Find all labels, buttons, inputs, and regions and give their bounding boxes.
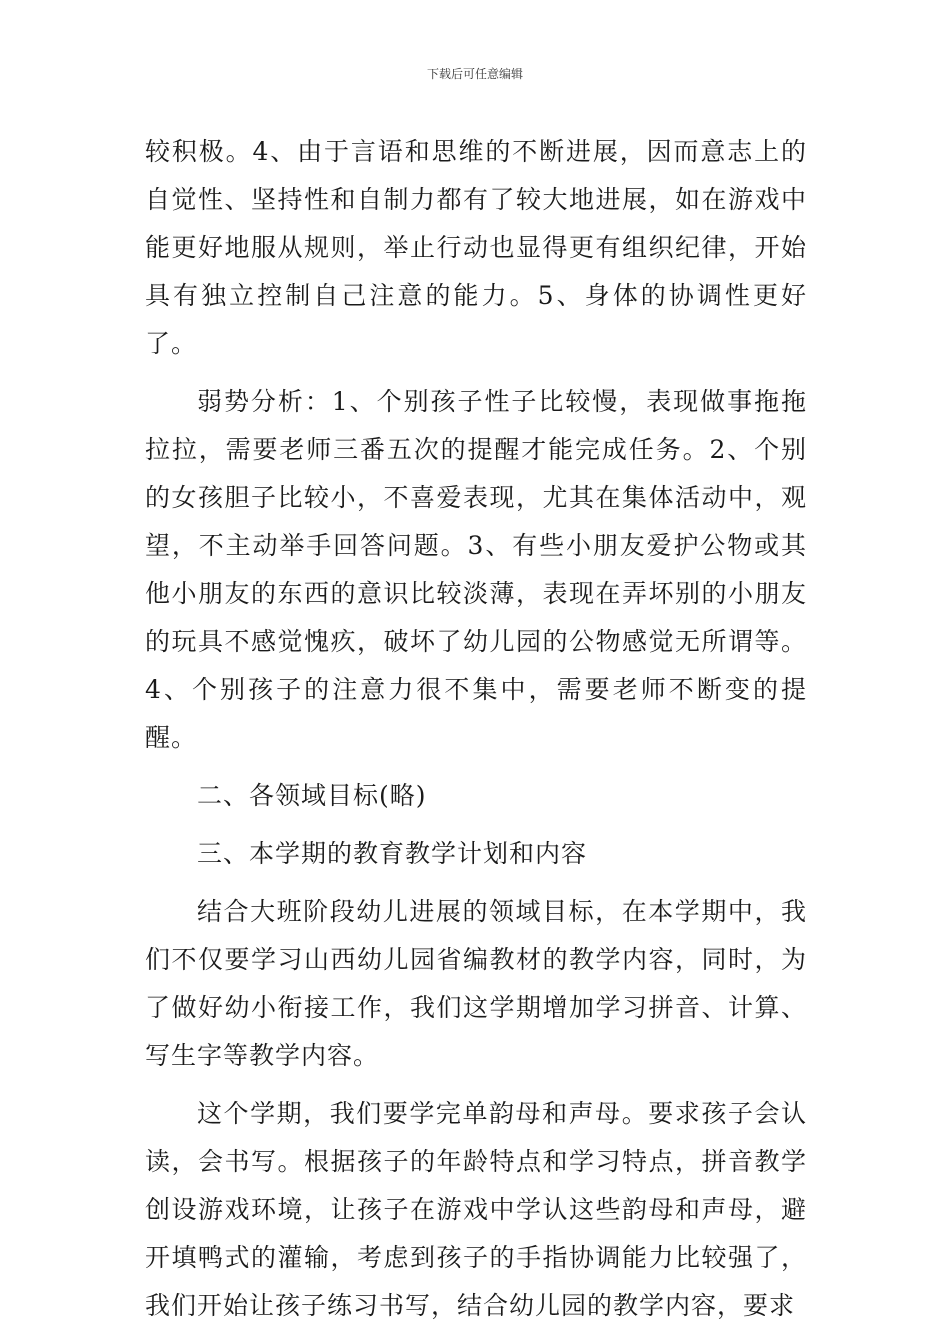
paragraph-continuation: 较积极。4、由于言语和思维的不断进展，因而意志上的自觉性、坚持性和自制力都有了较大地进展，如在游戏中能更好地服从规则，举止行动也显得更有组织纪律，开始具有独立控制自己注意的能力。5、身体的协调性更好了。 xyxy=(145,137,807,358)
section-heading-teaching-plan: 三、本学期的教育教学计划和内容 xyxy=(197,839,588,868)
paragraph-pinyin-teaching: 这个学期，我们要学完单韵母和声母。要求孩子会认读，会书写。根据孩子的年龄特点和学习特点，拼音教学创设游戏环境，让孩子在游戏中学认这些韵母和声母，避开填鸭式的灌输，考虑到孩子的手指协调能力比较强了，我们开始让孩子练习书写，结合幼儿园的教学内容，要求 xyxy=(145,1099,807,1320)
document-body xyxy=(145,128,807,1340)
paragraph-teaching-plan: 结合大班阶段幼儿进展的领域目标，在本学期中，我们不仅要学习山西幼儿园省编教材的教学内容，同时，为了做好幼小衔接工作，我们这学期增加学习拼音、计算、写生字等教学内容。 xyxy=(145,897,807,1070)
paragraph-weakness-analysis: 弱势分析：1、个别孩子性子比较慢，表现做事拖拖拉拉，需要老师三番五次的提醒才能完成任务。2、个别的女孩胆子比较小，不喜爱表现，尤其在集体活动中，观望，不主动举手回答问题。3、有些小朋友爱护公物或其他小朋友的东西的意识比较淡薄，表现在弄坏别的小朋友的玩具不感觉愧疚，破坏了幼儿园的公物感觉无所谓等。4、个别孩子的注意力很不集中，需要老师不断变的提醒。 xyxy=(145,387,807,752)
page-header: 下载后可任意编辑 xyxy=(426,67,523,81)
section-heading-domain-goals: 二、各领域目标(略) xyxy=(197,781,427,810)
